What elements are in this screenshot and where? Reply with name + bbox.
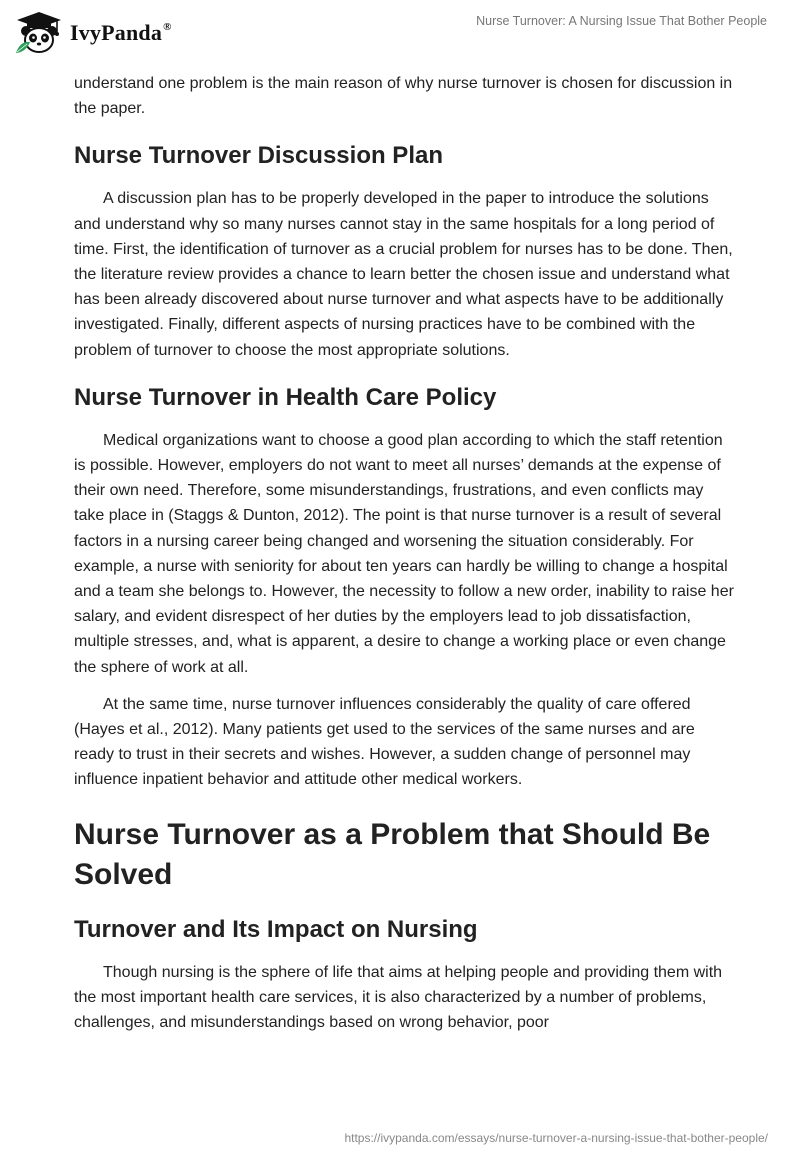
source-url-link[interactable]: https://ivypanda.com/essays/nurse-turnover-a-nursing-issue-that-bother-people/: [344, 1131, 768, 1145]
ivypanda-logo[interactable]: [14, 10, 172, 56]
impact-on-nursing-paragraph: Though nursing is the sphere of life that aims at helping people and providing them with the most important health care services, it is also characterized by a number of problems, challenges, and misunderstandings based on wrong behavior, poor: [74, 963, 723, 1032]
panda-graduate-icon: [14, 11, 64, 55]
brand-name: IvyPanda®: [70, 20, 172, 45]
essay-content: [74, 71, 734, 1047]
discussion-plan-paragraph: A discussion plan has to be properly developed in the paper to introduce the solutions and understand why so many nurses cannot stay in the same hospitals for a long period of time. First, the identification of turnover as a crucial problem for nurses has to be done. Then, the literature review provides a chance to learn better the chosen issue and understand what has been already discovered about nurse turnover and what aspects have to be additionally investigated. Finally, different aspects of nursing practices have to be combined with the problem of turnover to choose the most appropriate solutions.: [74, 190, 733, 359]
trademark-symbol: ®: [163, 21, 172, 33]
page-header: [0, 0, 800, 70]
section-heading-discussion-plan: Nurse Turnover Discussion Plan: [74, 142, 443, 170]
health-care-policy-paragraph-2: At the same time, nurse turnover influences considerably the quality of care offered (Hayes et al., 2012). Many patients get used to the services of the same nurses and are ready to trust in their secrets and wishes. However, a sudden change of personnel may influence inpatient behavior and attitude other medical workers.: [74, 695, 695, 789]
document-title: Nurse Turnover: A Nursing Issue That Bother People: [476, 14, 767, 28]
health-care-policy-paragraph-1: Medical organizations want to choose a good plan according to which the staff retention is possible. However, employers do not want to meet all nurses’ demands at the expense of their own need. Therefore, some misunderstandings, frustrations, and even conflicts may take place in (Staggs & Dunton, 2012). The point is that nurse turnover is a result of several factors in a nursing career being changed and worsening the situation considerably. For example, a nurse with seniority for about ten years can hardly be willing to change a hospital and a team she belongs to. However, the necessity to follow a new order, inability to raise her salary, and evident disrespect of her duties by the employers lead to job dissatisfaction, multiple stresses, and, what is apparent, a desire to change a working place or even change the sphere of work at all.: [74, 431, 734, 676]
intro-paragraph: understand one problem is the main reason of why nurse turnover is chosen for discussion in the paper.: [74, 75, 733, 118]
section-heading-health-care-policy: Nurse Turnover in Health Care Policy: [74, 383, 497, 411]
section-heading-problem-to-solve: Nurse Turnover as a Problem that Should Be Solved: [74, 817, 711, 891]
subheading-impact-on-nursing: Turnover and Its Impact on Nursing: [74, 915, 478, 943]
